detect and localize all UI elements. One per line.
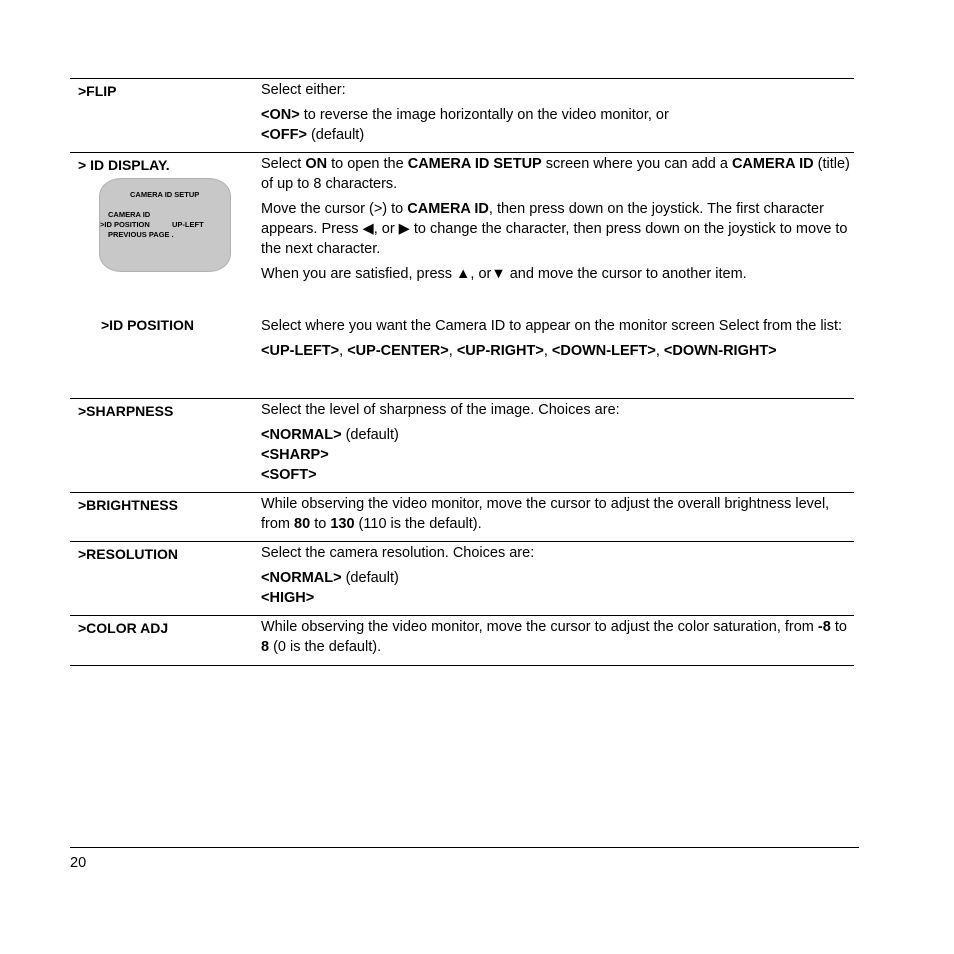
id-display-p2 bbox=[261, 199, 851, 259]
id-display-p1-a: Select bbox=[261, 156, 306, 172]
sharpness-option-sharp: <SHARP> bbox=[261, 447, 329, 463]
id-display-p1-c: screen where you can add a bbox=[541, 156, 732, 172]
table-row-id-display bbox=[70, 153, 854, 399]
row-desc-id-display bbox=[261, 154, 851, 289]
footer-divider bbox=[70, 847, 859, 848]
id-position-option-up-left: <UP-LEFT> bbox=[261, 343, 340, 359]
id-display-p1-b: to open the bbox=[327, 156, 408, 172]
flip-off-line bbox=[261, 125, 851, 145]
settings-table bbox=[70, 78, 854, 666]
row-label-color-adj: >COLOR ADJ bbox=[78, 620, 169, 636]
id-position-option-down-right: <DOWN-RIGHT> bbox=[663, 343, 777, 359]
page-number: 20 bbox=[70, 855, 87, 871]
id-position-option-down-left: <DOWN-LEFT> bbox=[551, 343, 656, 359]
monitor-line-id-position bbox=[100, 220, 204, 230]
resolution-option-normal: <NORMAL> bbox=[261, 570, 342, 586]
row-desc-id-position bbox=[261, 316, 851, 366]
row-label-brightness: >BRIGHTNESS bbox=[78, 497, 178, 513]
table-row-brightness bbox=[70, 493, 854, 542]
table-row-color-adj bbox=[70, 616, 854, 666]
color-adj-max: 8 bbox=[261, 639, 270, 655]
resolution-option-high: <HIGH> bbox=[261, 590, 315, 606]
sharpness-options bbox=[261, 425, 851, 485]
color-adj-text-a: While observing the video monitor, move the cursor to adjust the color saturation, from bbox=[261, 619, 818, 635]
monitor-line-previous-page: PREVIOUS PAGE . bbox=[108, 230, 174, 239]
brightness-max: 130 bbox=[330, 516, 355, 532]
resolution-intro: Select the camera resolution. Choices are: bbox=[261, 545, 535, 561]
row-label-resolution: >RESOLUTION bbox=[78, 546, 178, 562]
row-desc-color-adj bbox=[261, 616, 851, 665]
separator: , bbox=[655, 343, 664, 359]
row-label-flip: >FLIP bbox=[78, 83, 117, 99]
id-position-option-up-right: <UP-RIGHT> bbox=[456, 343, 544, 359]
sharpness-option-soft: <SOFT> bbox=[261, 467, 317, 483]
id-display-p3: When you are satisfied, press ▲, or▼ and move the cursor to another item. bbox=[261, 266, 747, 282]
flip-off-option: <OFF> bbox=[261, 127, 307, 143]
separator: , bbox=[339, 343, 348, 359]
sharpness-option-normal: <NORMAL> bbox=[261, 427, 342, 443]
monitor-title: CAMERA ID SETUP bbox=[130, 190, 200, 199]
brightness-text-c: (110 is the default). bbox=[354, 516, 482, 532]
sharpness-option-normal-note: (default) bbox=[341, 427, 399, 443]
id-display-p1-d: (title) of up to 8 characters. bbox=[261, 156, 850, 192]
color-adj-min: -8 bbox=[817, 619, 831, 635]
separator: , bbox=[543, 343, 552, 359]
brightness-text-b: to bbox=[310, 516, 331, 532]
row-label-sharpness: >SHARPNESS bbox=[78, 403, 174, 419]
monitor-line-camera-id: CAMERA ID bbox=[108, 210, 151, 219]
flip-on-line bbox=[261, 105, 851, 125]
camera-id-setup-screen-illustration bbox=[99, 178, 231, 272]
flip-on-text: to reverse the image horizontally on the video monitor, or bbox=[299, 107, 669, 123]
id-display-p1 bbox=[261, 154, 851, 194]
brightness-text bbox=[261, 494, 851, 534]
id-position-option-up-center: <UP-CENTER> bbox=[347, 343, 449, 359]
id-display-p2-camid: CAMERA ID bbox=[407, 201, 489, 217]
row-desc-resolution bbox=[261, 542, 851, 615]
color-adj-text-b: to bbox=[830, 619, 847, 635]
color-adj-text bbox=[261, 617, 851, 657]
row-desc-brightness bbox=[261, 493, 851, 541]
id-display-p1-setup: CAMERA ID SETUP bbox=[407, 156, 542, 172]
color-adj-text-c: (0 is the default). bbox=[269, 639, 382, 655]
id-position-options bbox=[261, 341, 851, 361]
id-display-p2-a: Move the cursor (>) to bbox=[261, 201, 408, 217]
row-label-id-display: > ID DISPLAY. bbox=[78, 157, 170, 173]
table-row-sharpness bbox=[70, 399, 854, 493]
table-row-flip bbox=[70, 79, 854, 153]
id-display-p1-on: ON bbox=[305, 156, 328, 172]
resolution-option-normal-note: (default) bbox=[341, 570, 399, 586]
id-position-p1: Select where you want the Camera ID to appear on the monitor screen Select from the list: bbox=[261, 318, 843, 334]
row-desc-sharpness bbox=[261, 399, 851, 492]
monitor-id-position-label: >ID POSITION bbox=[100, 220, 150, 229]
separator: , bbox=[448, 343, 457, 359]
flip-on-option: <ON> bbox=[261, 107, 300, 123]
sharpness-intro: Select the level of sharpness of the image. Choices are: bbox=[261, 402, 620, 418]
row-label-id-position: >ID POSITION bbox=[101, 317, 194, 333]
resolution-options bbox=[261, 568, 851, 608]
monitor-id-position-value: UP-LEFT bbox=[172, 220, 204, 229]
row-desc-flip bbox=[261, 79, 851, 152]
table-row-resolution bbox=[70, 542, 854, 616]
id-display-p2-b: , then press down on the joystick. The first character appears. Press ◀, or ▶ to change the character, then press down on the joystick to move to the next character. bbox=[261, 201, 848, 257]
flip-off-text: (default) bbox=[306, 127, 365, 143]
brightness-min: 80 bbox=[294, 516, 311, 532]
flip-intro: Select either: bbox=[261, 82, 346, 98]
brightness-text-a: While observing the video monitor, move the cursor to adjust the overall brightness level, from bbox=[261, 496, 830, 532]
id-display-p1-camid: CAMERA ID bbox=[731, 156, 814, 172]
